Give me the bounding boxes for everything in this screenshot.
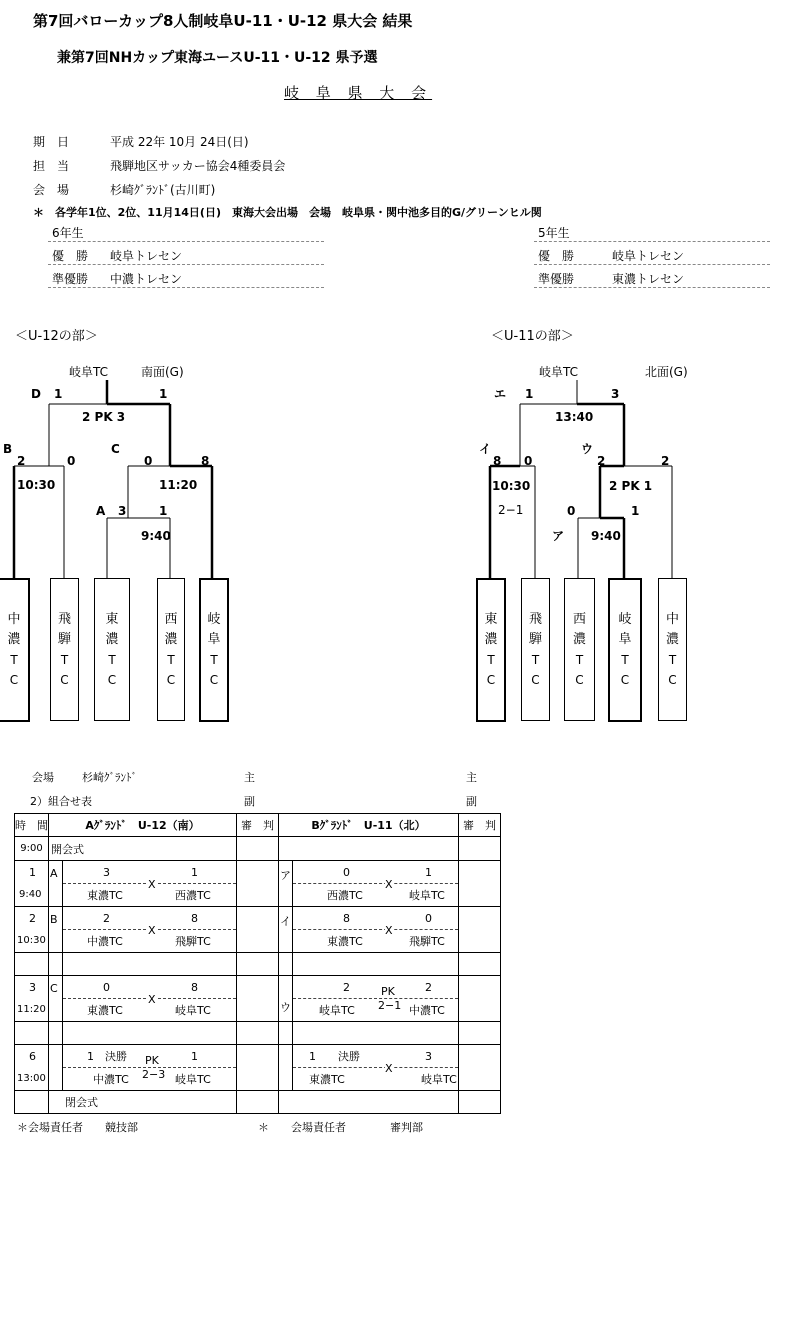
footer-right-note: ＊ 会場責任者 審判部 [258, 1121, 423, 1134]
u12-match-d-label: D [31, 387, 41, 401]
u11-team-hida: 飛 騨 T C [521, 578, 550, 721]
table-row: 2 10:30 B 2 8 中濃TC 飛騨TC X イ 8 0 東濃TC 飛騨TC X [15, 907, 501, 953]
u11-a-left-score: 0 [567, 504, 576, 518]
page-subtitle: 兼第7回NHカップ東海ユースU-11・U-12 県予選 [57, 50, 378, 66]
u11-team-gifu: 岐 阜 T C [608, 578, 642, 722]
u11-match-i-label: イ [479, 442, 492, 456]
u11-i-right-score: 0 [524, 454, 533, 468]
date-label: 期 日 [33, 135, 70, 149]
u11-team-chuno: 中 濃 T C [658, 578, 687, 721]
spacer-row [15, 953, 501, 976]
schedule-chief-a: 主 [244, 771, 255, 784]
u12-c-right-score: 8 [201, 454, 210, 468]
u11-match-e-label: エ [494, 387, 507, 401]
head-ref-b: 審 判 [459, 814, 501, 837]
table-row: 6 13:00 1 決勝 1 中濃TC 岐阜TC PK 2−3 1 決勝 3 東濃TC 岐阜TC X [15, 1045, 501, 1091]
staff-value: 飛騨地区サッカー協会4種委員会 [110, 159, 286, 173]
staff-label: 担 当 [33, 159, 70, 173]
grade6-win-label: 優 勝 [52, 249, 89, 263]
u12-team-gifu: 岐 阜 T C [199, 578, 229, 722]
u12-field: 南面(G) [141, 365, 184, 379]
head-b-ground: Bｸﾞﾗﾝﾄﾞ U-11（北） [279, 814, 459, 837]
grade6-label: 6年生 [52, 226, 84, 240]
grade6-runner-label: 準優勝 [52, 272, 89, 286]
u12-d-right-score: 1 [159, 387, 168, 401]
closing-row [15, 1091, 501, 1114]
table-row: 1 9:40 A 3 1 東濃TC 西濃TC X ア 0 1 西濃TC 岐阜TC X [15, 861, 501, 907]
head-time: 時 間 [15, 814, 49, 837]
u12-b-time: 10:30 [17, 478, 56, 492]
u12-c-left-score: 0 [144, 454, 153, 468]
schedule-vice-a: 副 [244, 795, 255, 808]
u11-e-right-score: 3 [611, 387, 620, 401]
u11-a-time: 9:40 [591, 529, 621, 543]
u11-team-seino: 西 濃 T C [564, 578, 595, 721]
u11-field: 北面(G) [645, 365, 688, 379]
u11-match-u-label: ウ [581, 442, 594, 456]
tournament-name: 岐 阜 県 大 会 [284, 84, 433, 102]
spacer-row [15, 1022, 501, 1045]
schedule-venue-label: 会場 [32, 771, 54, 784]
u12-team-hida: 飛 騨 T C [50, 578, 79, 721]
closing-ceremony: 閉会式 [49, 1091, 237, 1114]
u12-team-seino: 西 濃 T C [157, 578, 185, 721]
date-value: 平成 22年 10月 24日(日) [110, 135, 249, 149]
u11-u-pk-score: 2 PK 1 [609, 479, 653, 493]
grade6-runner-up: 中濃トレセン [110, 272, 183, 286]
schedule-table [14, 813, 501, 1114]
table-row: 3 11:20 C 0 8 東濃TC 岐阜TC X ウ 2 2 岐阜TC 中濃TC PK 2−1 [15, 976, 501, 1022]
opening-row: 9:00 開会式 [15, 837, 501, 861]
schedule-table-label: 2）組合せ表 [30, 795, 92, 808]
u11-team-tono: 東 濃 T C [476, 578, 506, 722]
u12-match-a-label: A [96, 504, 106, 518]
u11-e-left-score: 1 [525, 387, 534, 401]
u12-final-score: 2 PK 3 [82, 410, 126, 424]
grade5-runner-label: 準優勝 [538, 272, 575, 286]
u12-a-right-score: 1 [159, 504, 168, 518]
schedule-venue-value: 杉崎ｸﾞﾗﾝﾄﾞ [82, 771, 137, 784]
u12-a-time: 9:40 [141, 529, 171, 543]
u12-team-chuno: 中 濃 T C [0, 578, 30, 722]
grade5-label: 5年生 [538, 226, 570, 240]
u11-i-time: 10:30 [492, 479, 531, 493]
u12-a-left-score: 3 [118, 504, 127, 518]
schedule-chief-b: 主 [466, 771, 477, 784]
u11-u-left-score: 2 [597, 454, 606, 468]
u11-top-team: 岐阜TC [539, 365, 579, 379]
grade5-runner-up: 東濃トレセン [612, 272, 685, 286]
page-title: 第7回バローカップ8人制岐阜U-11・U-12 県大会 結果 [33, 12, 413, 30]
u11-u-right-score: 2 [661, 454, 670, 468]
u12-d-left-score: 1 [54, 387, 63, 401]
u12-b-right-score: 0 [67, 454, 76, 468]
venue-value: 杉崎ｸﾞﾗﾝﾄﾞ(古川町) [110, 183, 216, 197]
u12-c-time: 11:20 [159, 478, 198, 492]
u11-i-sub-score: 2−1 [498, 503, 524, 517]
head-ref-a: 審 判 [237, 814, 279, 837]
opening-ceremony: 開会式 [49, 837, 237, 861]
schedule-header-row [15, 814, 501, 837]
grade5-win-label: 優 勝 [538, 249, 575, 263]
qualification-note: ＊ 各学年1位、2位、11月14日(日) 東海大会出場 会場 岐阜県・関中池多目的G/グリーンヒル関 [33, 206, 542, 219]
u12-match-b-label: B [3, 442, 13, 456]
u12-b-left-score: 2 [17, 454, 26, 468]
grade6-winner: 岐阜トレセン [110, 249, 183, 263]
head-a-ground: Aｸﾞﾗﾝﾄﾞ U-12（南） [49, 814, 237, 837]
u12-section-title: ＜U-12の部＞ [15, 329, 98, 344]
u11-a-right-score: 1 [631, 504, 640, 518]
u12-match-c-label: C [111, 442, 120, 456]
u12-top-team: 岐阜TC [69, 365, 109, 379]
u11-e-time: 13:40 [555, 410, 594, 424]
u11-match-a-label: ア [552, 529, 565, 543]
u11-i-left-score: 8 [493, 454, 502, 468]
venue-label: 会 場 [33, 183, 70, 197]
u11-section-title: ＜U-11の部＞ [491, 329, 574, 344]
u12-team-tono: 東 濃 T C [94, 578, 130, 721]
footer-left-note: ＊会場責任者 競技部 [17, 1121, 138, 1134]
schedule-vice-b: 副 [466, 795, 477, 808]
grade5-winner: 岐阜トレセン [612, 249, 685, 263]
